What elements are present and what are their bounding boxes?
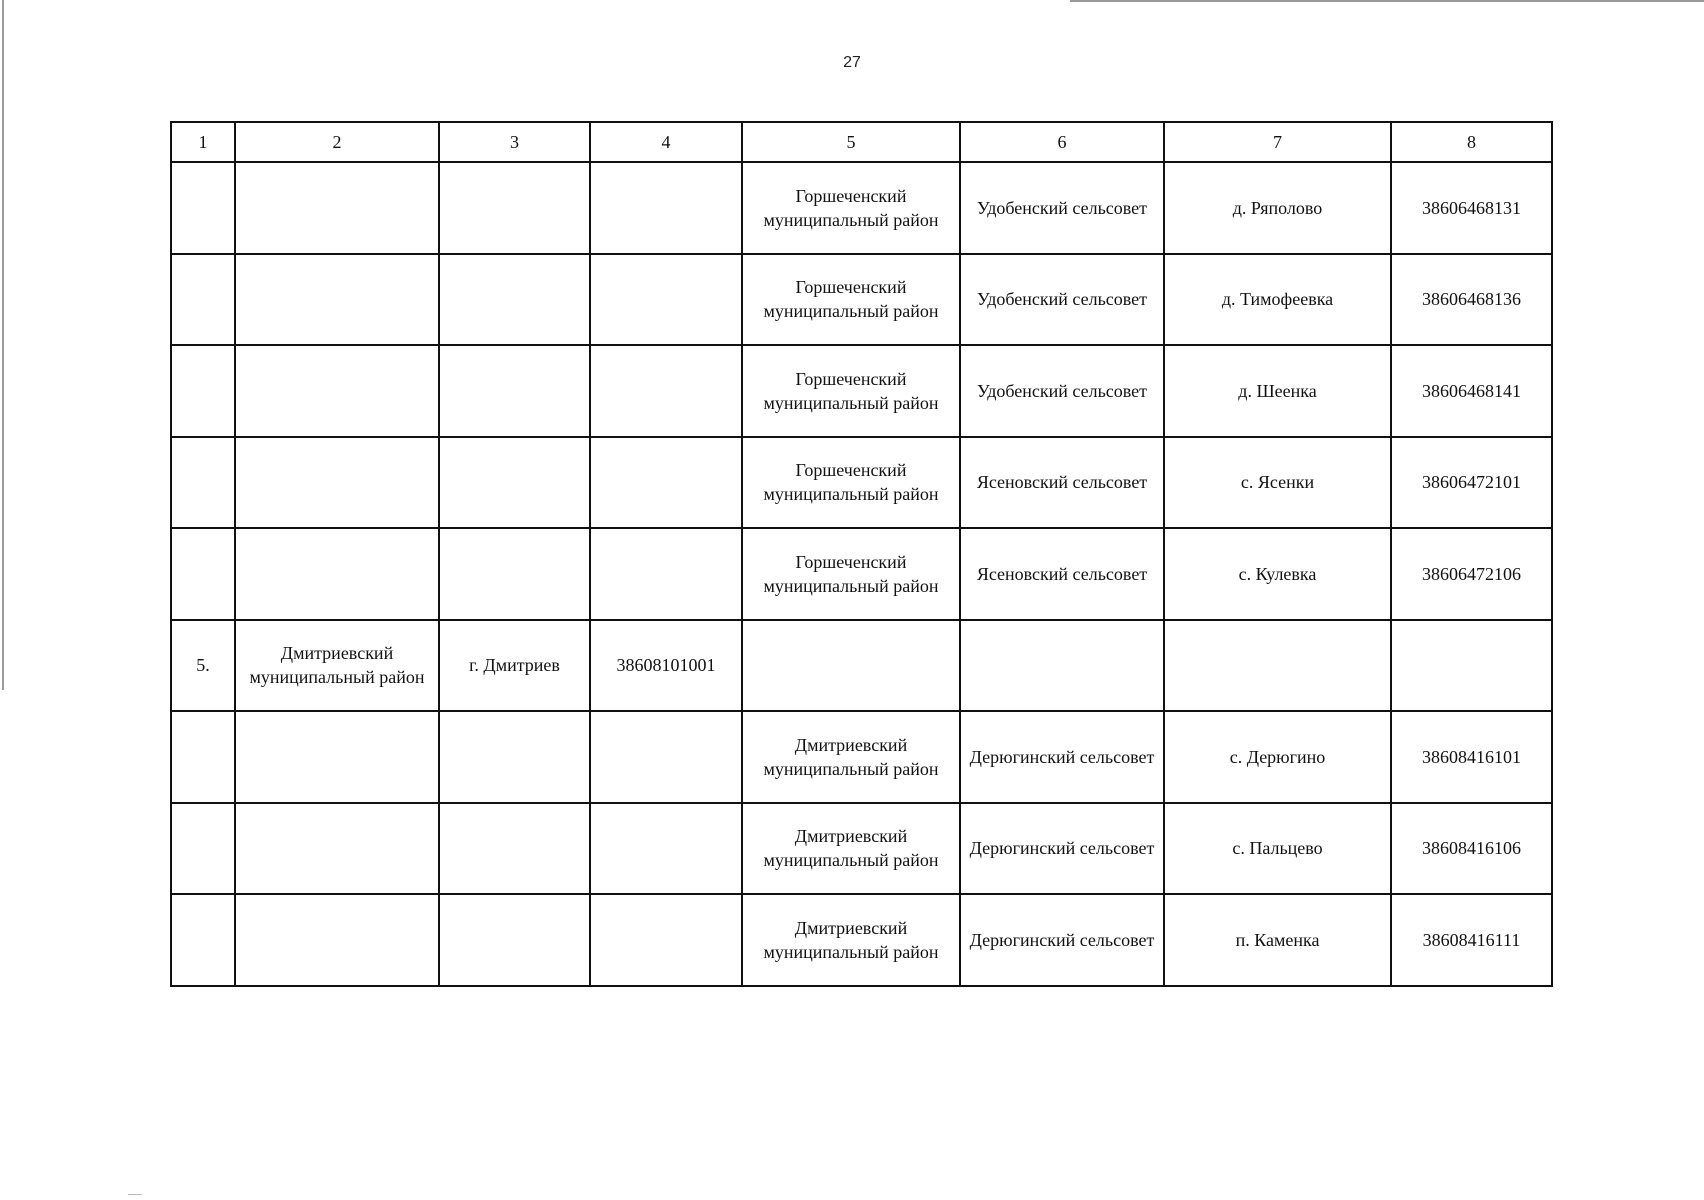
cell-number: 5. [171,620,235,712]
header-cell-4: 4 [590,122,742,162]
table-row [171,254,1552,346]
cell-code [1391,620,1552,712]
cell-center [439,437,590,529]
cell-center-code [590,254,742,346]
cell-center-code [590,437,742,529]
cell-center: г. Дмитриев [439,620,590,712]
scan-edge-left [2,0,4,690]
cell-code: 38608416111 [1391,894,1552,986]
header-row [171,122,1552,162]
cell-locality: с. Пальцево [1164,803,1391,895]
cell-municipal-district: Горшеченский муниципальный район [742,254,960,346]
cell-code: 38606468131 [1391,162,1552,254]
cell-district [235,711,439,803]
cell-number [171,437,235,529]
cell-center [439,894,590,986]
cell-district [235,162,439,254]
cell-settlement: Ясеновский сельсовет [960,528,1164,620]
header-cell-8: 8 [1391,122,1552,162]
cell-settlement: Ясеновский сельсовет [960,437,1164,529]
cell-code: 38608416101 [1391,711,1552,803]
cell-municipal-district: Горшеченский муниципальный район [742,528,960,620]
header-cell-1: 1 [171,122,235,162]
cell-number [171,803,235,895]
header-cell-2: 2 [235,122,439,162]
cell-municipal-district: Горшеченский муниципальный район [742,162,960,254]
cell-code: 38606472101 [1391,437,1552,529]
cell-number [171,894,235,986]
header-cell-5: 5 [742,122,960,162]
cell-settlement: Удобенский сельсовет [960,254,1164,346]
cell-center [439,803,590,895]
cell-district [235,345,439,437]
cell-locality: с. Кулевка [1164,528,1391,620]
document-table [170,121,1553,987]
cell-settlement [960,620,1164,712]
cell-center [439,254,590,346]
cell-settlement: Дерюгинский сельсовет [960,711,1164,803]
cell-municipal-district [742,620,960,712]
cell-number [171,162,235,254]
cell-center-code: 38608101001 [590,620,742,712]
cell-locality: д. Шеенка [1164,345,1391,437]
cell-municipal-district: Горшеченский муниципальный район [742,437,960,529]
cell-center-code [590,711,742,803]
header-cell-3: 3 [439,122,590,162]
cell-center [439,711,590,803]
cell-locality: с. Дерюгино [1164,711,1391,803]
table-row [171,894,1552,986]
cell-center-code [590,345,742,437]
cell-number [171,528,235,620]
cell-code: 38606468141 [1391,345,1552,437]
cell-locality: д. Ряполово [1164,162,1391,254]
cell-district [235,528,439,620]
table-row [171,345,1552,437]
cell-municipal-district: Дмитриевский муниципальный район [742,803,960,895]
header-cell-6: 6 [960,122,1164,162]
cell-number [171,254,235,346]
cell-settlement: Удобенский сельсовет [960,345,1164,437]
cell-number [171,345,235,437]
cell-municipal-district: Дмитриевский муниципальный район [742,711,960,803]
cell-settlement: Дерюгинский сельсовет [960,803,1164,895]
cell-municipal-district: Дмитриевский муниципальный район [742,894,960,986]
cell-district [235,437,439,529]
scan-edge-top [1070,0,1704,2]
cell-center [439,528,590,620]
table-row [171,620,1552,712]
cell-code: 38606472106 [1391,528,1552,620]
cell-district [235,254,439,346]
cell-center [439,345,590,437]
cell-locality: п. Каменка [1164,894,1391,986]
cell-code: 38606468136 [1391,254,1552,346]
cell-code: 38608416106 [1391,803,1552,895]
cell-center-code [590,803,742,895]
cell-locality [1164,620,1391,712]
cell-district [235,894,439,986]
cell-center [439,162,590,254]
cell-center-code [590,528,742,620]
cell-district [235,803,439,895]
cell-number [171,711,235,803]
table-row [171,528,1552,620]
table-row [171,437,1552,529]
page-number: 27 [843,54,861,71]
cell-locality: с. Ясенки [1164,437,1391,529]
table-row [171,711,1552,803]
cell-center-code [590,162,742,254]
cell-settlement: Удобенский сельсовет [960,162,1164,254]
cell-settlement: Дерюгинский сельсовет [960,894,1164,986]
header-cell-7: 7 [1164,122,1391,162]
cell-municipal-district: Горшеченский муниципальный район [742,345,960,437]
cell-center-code [590,894,742,986]
table-row [171,162,1552,254]
cell-locality: д. Тимофеевка [1164,254,1391,346]
table-row [171,803,1552,895]
scan-speck [128,1194,142,1195]
cell-district: Дмитриевский муниципальный район [235,620,439,712]
